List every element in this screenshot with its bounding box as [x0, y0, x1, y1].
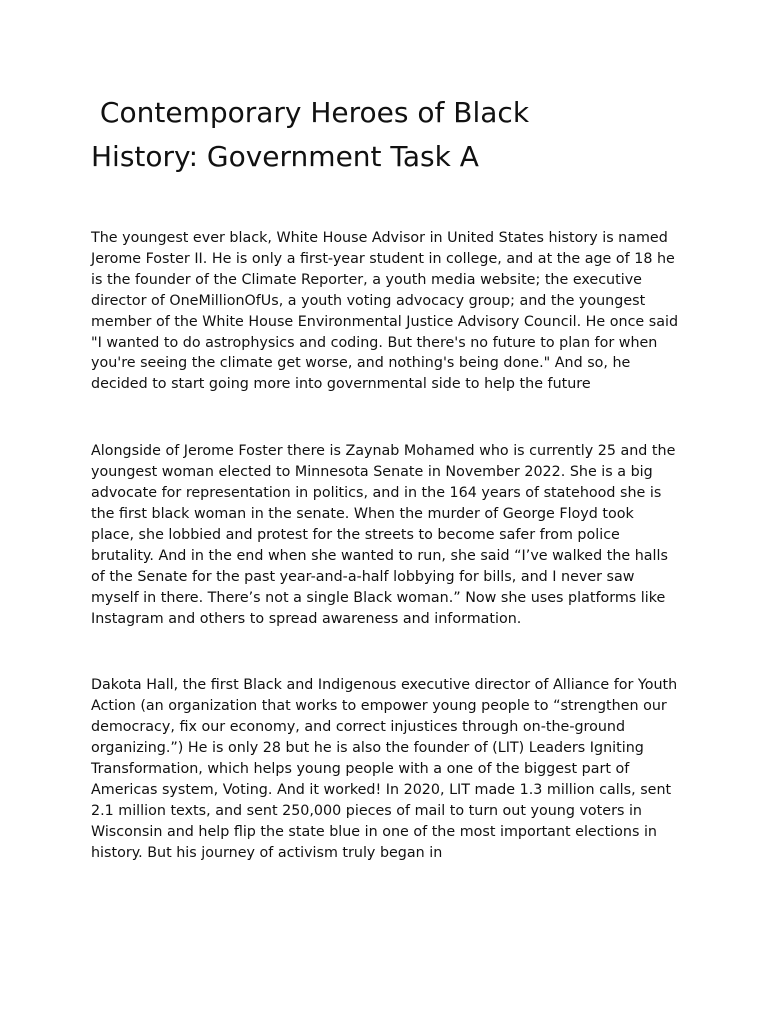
document-body	[91, 228, 677, 864]
paragraph-dakota-hall: Dakota Hall, the first Black and Indigenous executive director of Alliance for Youth Action (an organization that works to empower young people to “strengthen our democracy, fix our economy, and correct injustices through on-the-ground organizing.”) He is only 28 but he is also the founder of (LIT) Leaders Igniting Transformation, which helps young people with a one of the biggest part of Americas system, Voting. And it worked! In 2020, LIT made 1.3 million calls, sent 2.1 million texts, and sent 250,000 pieces of mail to turn out young voters in Wisconsin and help flip the state blue in one of the most important elections in history. But his journey of activism truly began in	[91, 677, 678, 861]
document-title: Contemporary Heroes of Black History: Government Task A	[91, 96, 538, 173]
paragraph-zaynab-mohamed: Alongside of Jerome Foster there is Zaynab Mohamed who is currently 25 and the youngest woman elected to Minnesota Senate in November 2022. She is a big advocate for representation in politics, and in the 164 years of statehood she is the first black woman in the senate. When the murder of George Floyd took place, she lobbied and protest for the streets to become safer from police brutality. And in the end when she wanted to run, she said “I’ve walked the halls of the Senate for the past year-and-a-half lobbying for bills, and I never saw myself in there. There’s not a single Black woman.” Now she uses platforms like Instagram and others to spread awareness and information.	[91, 443, 676, 627]
paragraph-jerome-foster: The youngest ever black, White House Advisor in United States history is named Jerome Foster II. He is only a first-year student in college, and at the age of 18 he is the founder of the Climate Reporter, a youth media website; the executive director of OneMillionOfUs, a youth voting advocacy group; and the youngest member of the White House Environmental Justice Advisory Council. He once said "I wanted to do astrophysics and coding. But there's no future to plan for when you're seeing the climate get worse, and nothing's being done." And so, he decided to start going more into governmental side to help the future	[91, 230, 679, 393]
